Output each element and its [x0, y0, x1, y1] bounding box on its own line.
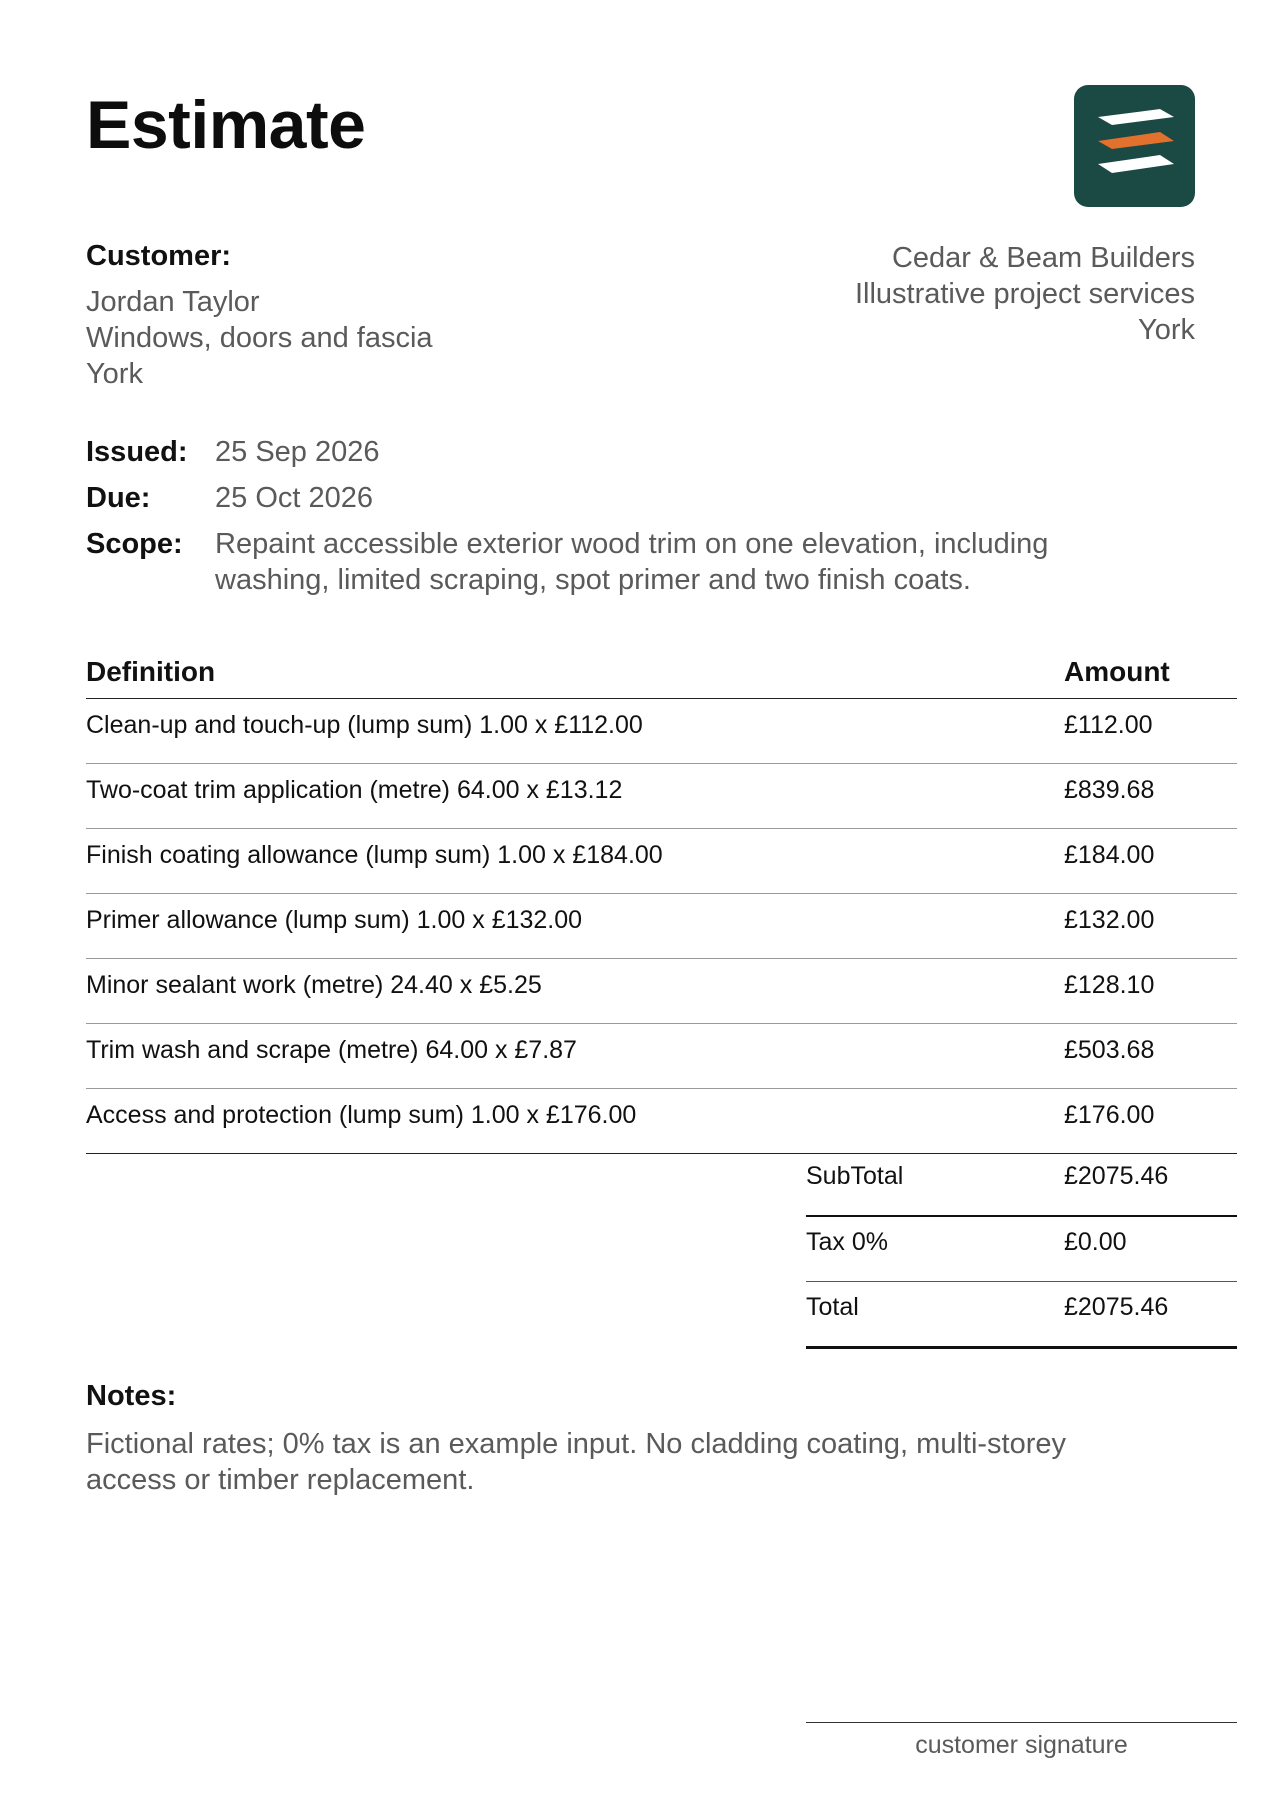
item-amount: £503.68 — [1064, 1036, 1155, 1064]
scope-label: Scope: — [86, 528, 183, 560]
scope-line: Repaint accessible exterior wood trim on one elevation, including — [215, 528, 1049, 560]
estimate-meta — [86, 434, 1166, 608]
customer-block — [86, 284, 433, 392]
item-amount: £132.00 — [1064, 906, 1155, 934]
scope-text — [215, 526, 1048, 598]
issued-row — [86, 434, 1166, 470]
issued-label: Issued: — [86, 436, 188, 468]
item-description: Trim wash and scrape (metre) 64.00 x £7.87 — [86, 1036, 577, 1064]
subtotal-label: SubTotal — [806, 1162, 904, 1190]
item-description: Clean-up and touch-up (lump sum) 1.00 x £112.00 — [86, 711, 643, 739]
table-row — [86, 1024, 1237, 1089]
subtotal-row — [806, 1151, 1237, 1217]
total-label: Total — [806, 1293, 859, 1321]
tax-label: Tax 0% — [806, 1228, 888, 1256]
item-amount: £128.10 — [1064, 971, 1155, 999]
issued-date: 25 Sep 2026 — [215, 436, 380, 468]
due-date: 25 Oct 2026 — [215, 482, 373, 514]
total-row — [806, 1282, 1237, 1349]
customer-city: York — [86, 358, 143, 390]
signature-line — [806, 1722, 1237, 1723]
notes-label: Notes: — [86, 1380, 177, 1412]
item-description: Two-coat trim application (metre) 64.00 x £13.12 — [86, 776, 623, 804]
table-row — [86, 699, 1237, 764]
total-value: £2075.46 — [1064, 1293, 1169, 1321]
table-row — [86, 764, 1237, 829]
table-row — [86, 1089, 1237, 1154]
item-description: Primer allowance (lump sum) 1.00 x £132.00 — [86, 906, 583, 934]
item-description: Finish coating allowance (lump sum) 1.00 x £184.00 — [86, 841, 663, 869]
customer-name: Jordan Taylor — [86, 286, 260, 318]
company-name: Cedar & Beam Builders — [891, 242, 1195, 274]
item-amount: £112.00 — [1064, 711, 1153, 739]
item-amount: £184.00 — [1064, 841, 1155, 869]
due-label: Due: — [86, 482, 151, 514]
scope-row — [86, 526, 1166, 598]
item-description: Access and protection (lump sum) 1.00 x £176.00 — [86, 1101, 637, 1129]
stacked-layers-logo-icon — [1074, 85, 1195, 207]
company-tagline: Illustrative project services — [854, 278, 1195, 310]
document-title: Estimate — [86, 87, 366, 163]
signature-label: customer signature — [915, 1731, 1128, 1759]
tax-value: £0.00 — [1064, 1228, 1127, 1256]
table-row — [86, 829, 1237, 894]
table-row — [86, 894, 1237, 959]
item-amount: £176.00 — [1064, 1101, 1155, 1129]
definition-header: Definition — [86, 656, 216, 687]
due-row — [86, 480, 1166, 516]
scope-line: washing, limited scraping, spot primer and two finish coats. — [215, 564, 971, 596]
company-block — [855, 240, 1195, 348]
item-amount: £839.68 — [1064, 776, 1155, 804]
amount-header: Amount — [1064, 656, 1170, 687]
line-items-table — [86, 652, 1237, 1154]
company-logo — [1074, 85, 1195, 207]
item-description: Minor sealant work (metre) 24.40 x £5.25 — [86, 971, 542, 999]
notes-text — [86, 1426, 1186, 1498]
company-city: York — [1138, 314, 1195, 346]
subtotal-value: £2075.46 — [1064, 1162, 1169, 1190]
customer-label: Customer: — [86, 240, 232, 272]
table-header — [86, 652, 1237, 699]
notes-line: access or timber replacement. — [86, 1464, 475, 1496]
notes-line: Fictional rates; 0% tax is an example input. No cladding coating, multi-storey — [86, 1428, 1067, 1460]
totals-block — [806, 1151, 1237, 1349]
customer-project: Windows, doors and fascia — [86, 322, 433, 354]
table-row — [86, 959, 1237, 1024]
tax-row — [806, 1217, 1237, 1282]
